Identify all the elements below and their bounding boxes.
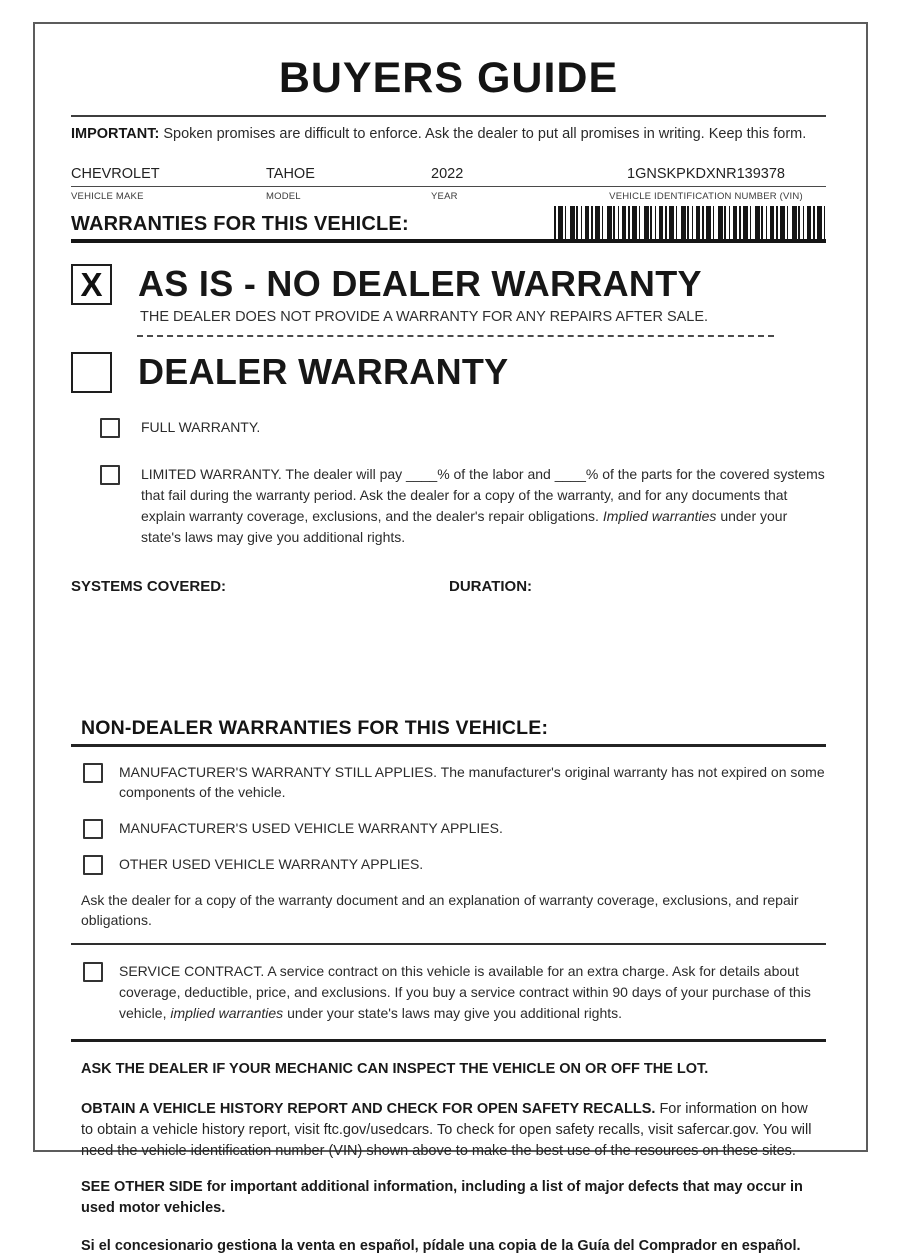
dashed-divider: [137, 335, 774, 337]
dealer-warranty-checkbox[interactable]: [71, 352, 112, 393]
warranties-heading: WARRANTIES FOR THIS VEHICLE:: [71, 213, 409, 235]
as-is-subtitle: THE DEALER DOES NOT PROVIDE A WARRANTY FOR ANY REPAIRS AFTER SALE.: [140, 309, 709, 325]
manufacturer-warranty-text: MANUFACTURER'S WARRANTY STILL APPLIES. The manufacturer's original warranty has not expired on some components of the vehicle.: [119, 764, 825, 801]
service-contract-text: [119, 961, 819, 1024]
spanish-notice-text: Si el concesionario gestiona la venta en español, pídale una copia de la Guía del Comprador en español.: [81, 1238, 801, 1255]
systems-duration-row: [71, 578, 826, 595]
service-contract-checkbox[interactable]: [83, 962, 103, 982]
title-divider: [71, 115, 826, 117]
limited-warranty-text-tail: under your state's laws may give you additional rights.: [141, 508, 788, 545]
mechanic-inspect-text: ASK THE DEALER IF YOUR MECHANIC CAN INSPECT THE VEHICLE ON OR OFF THE LOT.: [81, 1061, 709, 1078]
duration-label: DURATION:: [449, 578, 533, 595]
important-notice: [71, 126, 826, 142]
as-is-checkbox-mark: X: [80, 265, 103, 303]
vehicle-info-values: [71, 166, 826, 187]
as-is-checkbox[interactable]: [71, 264, 112, 305]
other-used-warranty-item: [83, 854, 826, 875]
non-dealer-heading: NON-DEALER WARRANTIES FOR THIS VEHICLE:: [81, 717, 549, 739]
other-used-warranty-checkbox[interactable]: [83, 855, 103, 875]
manufacturer-warranty-item: [83, 762, 826, 803]
systems-covered-label: SYSTEMS COVERED:: [71, 578, 227, 595]
warranty-document-note: Ask the dealer for a copy of the warranty document and an explanation of warranty coverage, exclusions, and repair obligations.: [81, 891, 799, 928]
vehicle-model-value: TAHOE: [266, 166, 315, 182]
history-report-body: For information on how to obtain a vehicle history report, visit ftc.gov/usedcars. To check for open safety recalls, visit safercar.gov. You will need the vehicle identification number (VIN) shown above to make the best use of the resources on these sites.: [81, 1101, 812, 1160]
vehicle-model-label: MODEL: [266, 191, 301, 202]
limited-warranty-checkbox[interactable]: [100, 465, 120, 485]
as-is-section: [71, 263, 826, 305]
vehicle-vin-value: 1GNSKPKDXNR139378: [627, 166, 785, 182]
buyers-guide-form: [33, 22, 868, 1255]
important-label: IMPORTANT:: [71, 126, 160, 142]
other-used-warranty-text: OTHER USED VEHICLE WARRANTY APPLIES.: [119, 855, 424, 872]
history-report-bold-lead: OBTAIN A VEHICLE HISTORY REPORT AND CHECK FOR OPEN SAFETY RECALLS.: [81, 1101, 656, 1118]
manufacturer-used-warranty-text: MANUFACTURER'S USED VEHICLE WARRANTY APPLIES.: [119, 819, 503, 836]
service-contract-text-tail: under your state's laws may give you additional rights.: [283, 1005, 623, 1022]
service-contract-bottom-divider: [71, 1039, 826, 1042]
service-contract-top-divider: [71, 943, 826, 945]
warranties-divider: [71, 239, 826, 243]
service-contract-implied-italic: implied warranties: [170, 1005, 284, 1022]
limited-warranty-item: [100, 464, 826, 548]
full-warranty-label: FULL WARRANTY.: [141, 419, 261, 435]
history-report-text: [81, 1099, 821, 1162]
vehicle-make-label: VEHICLE MAKE: [71, 191, 144, 202]
non-dealer-divider: [71, 744, 826, 747]
manufacturer-used-warranty-checkbox[interactable]: [83, 819, 103, 839]
full-warranty-checkbox[interactable]: [100, 418, 120, 438]
limited-warranty-text-lead: LIMITED WARRANTY. The dealer will pay ____% of the labor and ____% of the parts for the covered systems that fail during the warranty period. Ask the dealer for a copy of the warranty, and for any documents that explain warranty coverage, exclusions, and the dealer's repair obligations.: [141, 466, 825, 524]
vehicle-make-value: CHEVROLET: [71, 166, 160, 182]
vehicle-year-label: YEAR: [431, 191, 458, 202]
service-contract-item: [83, 961, 826, 1024]
limited-warranty-implied-italic: Implied warranties: [602, 508, 717, 524]
warranties-header-row: [71, 206, 826, 239]
important-text: Spoken promises are difficult to enforce. Ask the dealer to put all promises in writing. Keep this form.: [163, 126, 807, 142]
service-contract-text-lead: SERVICE CONTRACT. A service contract on this vehicle is available for an extra charge. Ask for details about coverage, deductible, price, and exclusions. If you buy a service contract within 90 days of your purchase of this vehicle,: [119, 963, 811, 1022]
see-other-side-text: SEE OTHER SIDE for important additional information, including a list of major defects that may occur in used motor vehicles.: [81, 1179, 803, 1217]
vehicle-year-value: 2022: [431, 166, 464, 182]
page-title: BUYERS GUIDE: [278, 54, 619, 102]
dealer-warranty-section: [71, 351, 826, 393]
vin-barcode: [554, 206, 826, 239]
vehicle-info-labels: [71, 187, 826, 202]
manufacturer-used-warranty-item: [83, 818, 826, 839]
as-is-title: AS IS - NO DEALER WARRANTY: [138, 263, 702, 304]
full-warranty-item: [100, 417, 826, 438]
vehicle-vin-label: VEHICLE IDENTIFICATION NUMBER (VIN): [609, 191, 803, 202]
manufacturer-warranty-checkbox[interactable]: [83, 763, 103, 783]
dealer-warranty-title: DEALER WARRANTY: [138, 351, 509, 392]
limited-warranty-text: [141, 464, 826, 548]
